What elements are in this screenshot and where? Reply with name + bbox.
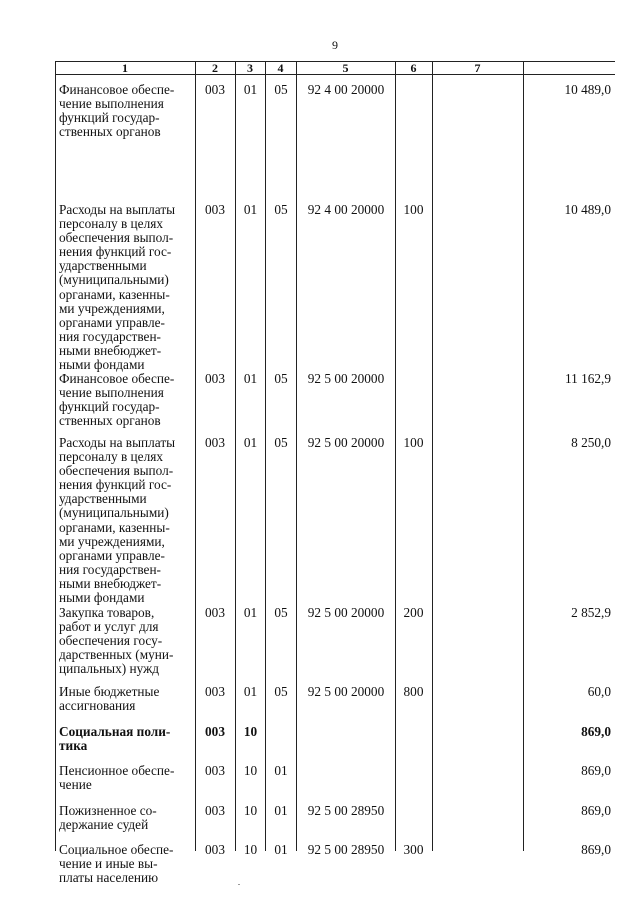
description-line: функций государ-	[59, 110, 160, 126]
amount-value: 869,0	[581, 724, 611, 739]
description-line: персоналу в целях	[59, 216, 163, 232]
column-header-4: 4	[277, 61, 284, 75]
description-line: Финансовое обеспе-	[59, 82, 175, 97]
description-line: Социальное обеспе-	[59, 842, 174, 857]
description-line: Иные бюджетные	[59, 684, 160, 699]
description-line: ударственными	[59, 491, 147, 507]
row-description	[59, 725, 193, 753]
amount-value: 60,0	[587, 684, 611, 699]
description-line: Расходы на выплаты	[59, 202, 176, 217]
description-line: Финансовое обеспе-	[59, 371, 175, 386]
row-description	[59, 804, 193, 832]
row-description	[59, 764, 193, 792]
description-line: дарственных (муни-	[59, 647, 174, 663]
code-column-4: 05	[274, 684, 288, 699]
code-column-6: 800	[403, 684, 424, 699]
description-line: органами управле-	[59, 314, 165, 330]
row-description	[59, 436, 193, 605]
column-header-2: 2	[212, 61, 218, 75]
code-column-6: 300	[403, 842, 424, 857]
code-column-4: 01	[274, 842, 288, 857]
description-line: работ и услуг для	[59, 619, 159, 635]
code-column-4: 01	[274, 763, 288, 778]
description-line: (муниципальными)	[59, 272, 169, 288]
row-description	[59, 372, 193, 428]
code-column-2: 003	[205, 724, 225, 739]
amount-value: 869,0	[581, 803, 611, 818]
code-column-3: 10	[243, 842, 258, 857]
amount-value: 2 852,9	[571, 605, 611, 620]
description-line: нения функций гос-	[59, 244, 172, 260]
description-line: органами, казенны-	[59, 286, 170, 302]
description-line: ными внебюджет-	[59, 575, 162, 591]
code-column-3: 10	[243, 763, 258, 778]
code-column-3: 01	[243, 371, 258, 386]
code-column-3: 01	[243, 435, 258, 450]
row-description	[59, 843, 193, 885]
column-line	[55, 61, 56, 851]
code-column-5: 92 5 00 20000	[307, 435, 385, 450]
column-header-6: 6	[410, 61, 417, 75]
amount-value: 11 162,9	[564, 371, 611, 386]
description-line: ми учреждениями,	[59, 533, 165, 549]
description-line: чение	[59, 777, 92, 793]
description-line: ния государствен-	[59, 328, 161, 344]
row-description	[59, 606, 193, 676]
description-line: ными внебюджет-	[59, 342, 162, 358]
code-column-6: 200	[403, 605, 424, 620]
code-column-6: 100	[403, 202, 424, 217]
description-line: ципальных) нужд	[59, 661, 160, 677]
code-column-5: 92 5 00 28950	[307, 842, 385, 857]
description-line: обеспечения выпол-	[59, 230, 174, 246]
column-header-3: 3	[247, 61, 253, 75]
code-column-2: 003	[205, 684, 225, 699]
code-column-5: 92 5 00 20000	[307, 605, 385, 620]
row-description	[59, 685, 193, 713]
description-line: ственных органов	[59, 124, 161, 140]
code-column-5: 92 5 00 20000	[307, 684, 385, 699]
description-line: тика	[59, 738, 88, 754]
description-line: функций государ-	[59, 399, 160, 415]
column-line	[296, 61, 297, 851]
description-line: платы населению	[59, 870, 159, 886]
description-line: ния государствен-	[59, 561, 161, 577]
description-line: органами управле-	[59, 547, 165, 563]
description-line: чение и иные вы-	[59, 856, 158, 872]
code-column-3: 01	[243, 82, 258, 97]
description-line: нения функций гос-	[59, 477, 172, 493]
code-column-4: 05	[274, 202, 288, 217]
column-line	[432, 61, 433, 851]
page-number: 9	[332, 38, 338, 52]
row-description	[59, 83, 193, 139]
description-line: ми учреждениями,	[59, 300, 165, 316]
column-line	[395, 61, 396, 851]
code-column-3: 10	[243, 724, 258, 739]
code-column-3: 01	[243, 684, 258, 699]
description-line: Пожизненное со-	[59, 803, 157, 818]
amount-value: 10 489,0	[564, 202, 611, 217]
row-description	[59, 203, 193, 372]
description-line: ными фондами	[59, 590, 145, 606]
column-line	[523, 61, 524, 851]
description-line: держание судей	[59, 817, 149, 833]
budget-table	[55, 61, 615, 886]
description-line: ственных органов	[59, 413, 161, 429]
code-column-4: 05	[274, 371, 288, 386]
code-column-2: 003	[205, 842, 225, 857]
code-column-3: 10	[243, 803, 258, 818]
column-line	[265, 61, 266, 851]
code-column-2: 003	[205, 371, 225, 386]
column-header-5: 5	[342, 61, 349, 75]
column-header-1: 1	[122, 61, 128, 75]
amount-value: 8 250,0	[571, 435, 611, 450]
description-line: органами, казенны-	[59, 519, 170, 535]
code-column-3: 01	[243, 202, 258, 217]
description-line: чение выполнения	[59, 385, 164, 401]
description-line: чение выполнения	[59, 96, 164, 112]
code-column-3: 01	[243, 605, 258, 620]
code-column-2: 003	[205, 202, 225, 217]
code-column-4: 05	[274, 82, 288, 97]
code-column-6: 100	[403, 435, 424, 450]
description-line: ными фондами	[59, 357, 145, 373]
code-column-2: 003	[205, 82, 225, 97]
amount-value: 869,0	[581, 763, 611, 778]
column-header-7: 7	[474, 61, 481, 75]
description-line: Закупка товаров,	[59, 605, 155, 620]
code-column-5: 92 4 00 20000	[307, 82, 385, 97]
code-column-4: 01	[274, 803, 288, 818]
code-column-4: 05	[274, 605, 288, 620]
code-column-2: 003	[205, 605, 225, 620]
code-column-5: 92 4 00 20000	[307, 202, 385, 217]
amount-value: 10 489,0	[564, 82, 611, 97]
code-column-5: 92 5 00 28950	[307, 803, 385, 818]
code-column-5: 92 5 00 20000	[307, 371, 385, 386]
scan-speck	[238, 884, 240, 885]
description-line: ударственными	[59, 258, 147, 274]
description-line: персоналу в целях	[59, 449, 163, 465]
description-line: Пенсионное обеспе-	[59, 763, 175, 778]
code-column-2: 003	[205, 803, 225, 818]
description-line: (муниципальными)	[59, 505, 169, 521]
amount-value: 869,0	[581, 842, 611, 857]
description-line: Расходы на выплаты	[59, 435, 176, 450]
code-column-2: 003	[205, 435, 225, 450]
description-line: обеспечения выпол-	[59, 463, 174, 479]
code-column-4: 05	[274, 435, 288, 450]
description-line: обеспечения госу-	[59, 633, 163, 649]
description-line: ассигнования	[59, 698, 136, 714]
code-column-2: 003	[205, 763, 225, 778]
description-line: Социальная поли-	[59, 724, 171, 739]
